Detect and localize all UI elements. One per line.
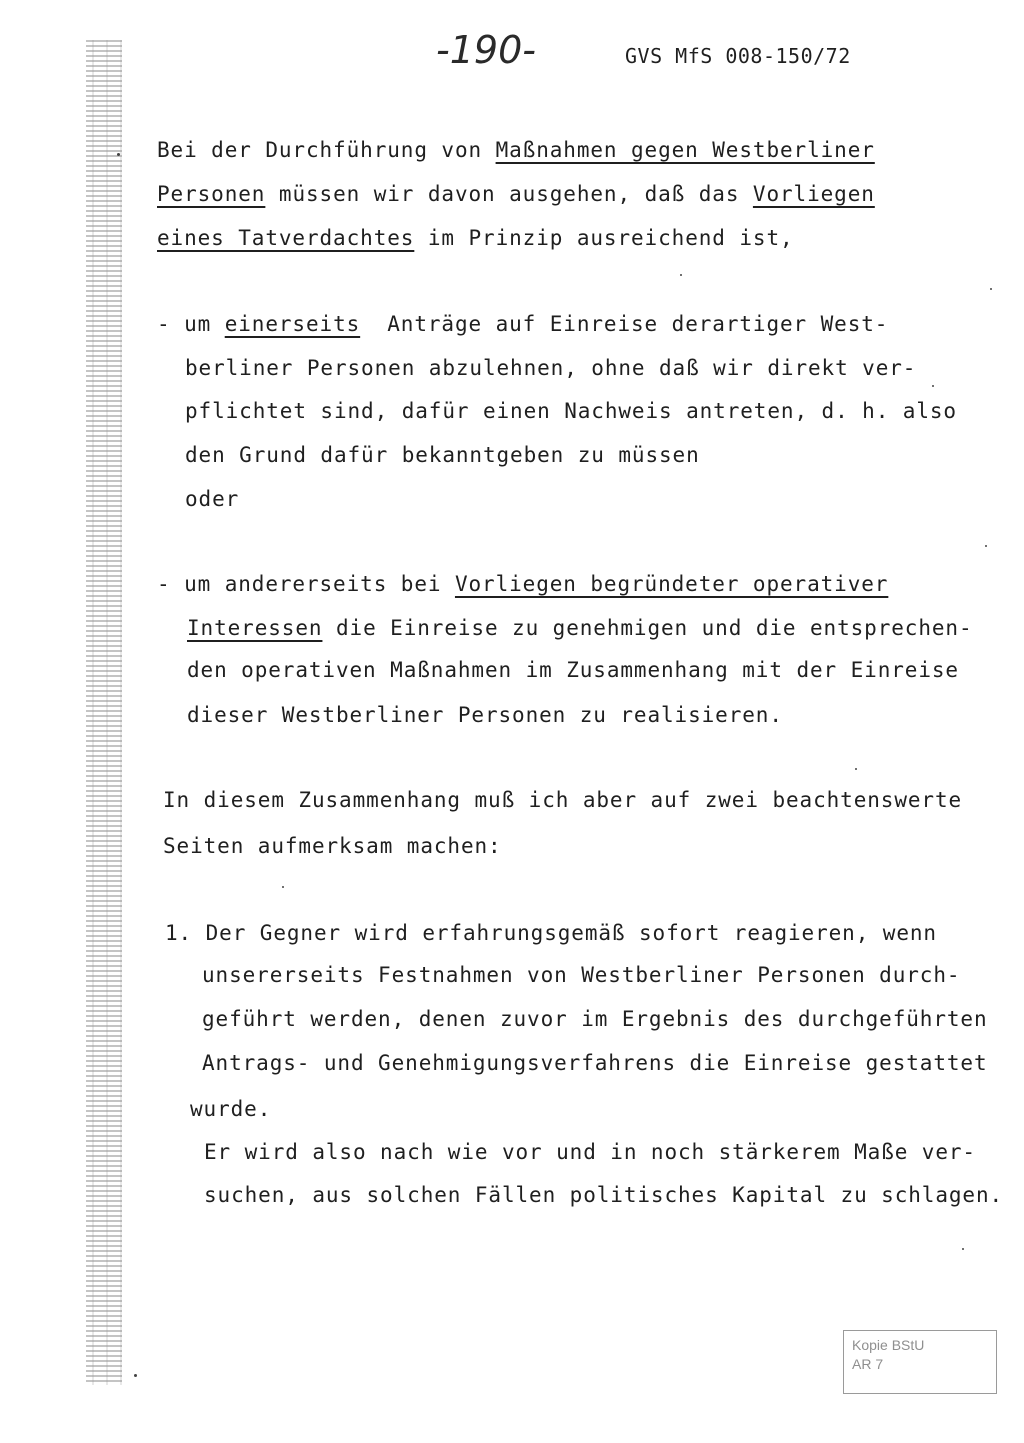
archive-stamp xyxy=(843,1330,997,1394)
paragraph-2-line-1: In diesem Zusammenhang muß ich aber auf zwei beachtenswerte xyxy=(163,788,963,812)
text-run: im Prinzip ausreichend ist, xyxy=(414,226,794,250)
underlined-text: Vorliegen xyxy=(752,182,875,206)
paragraph-2-line-2: Seiten aufmerksam machen: xyxy=(163,834,502,858)
scan-speck xyxy=(932,385,934,387)
bullet-2-line-4: dieser Westberliner Personen zu realisieren. xyxy=(187,703,783,727)
numbered-1-line-7: suchen, aus solchen Fällen politisches Kapital zu schlagen. xyxy=(204,1183,1004,1207)
bullet-1-line-3: pflichtet sind, dafür einen Nachweis antreten, d. h. also xyxy=(185,399,957,423)
scan-speck xyxy=(855,768,857,770)
page-number: -190- xyxy=(436,28,536,72)
bullet-1-line-4: den Grund dafür bekanntgeben zu müssen xyxy=(185,443,700,467)
text-run: die Einreise zu genehmigen und die entsprechen- xyxy=(322,616,973,640)
scan-speck xyxy=(282,886,284,888)
stamp-line-1: Kopie BStU xyxy=(852,1337,925,1353)
text-run: Bei der Durchführung von xyxy=(157,138,496,162)
numbered-1-line-3: geführt werden, denen zuvor im Ergebnis des durchgeführten xyxy=(202,1007,988,1031)
stamp-line-2: AR 7 xyxy=(852,1356,884,1372)
bullet-1-line-1 xyxy=(157,311,888,337)
underlined-text: Maßnahmen gegen Westberliner xyxy=(495,138,875,162)
scan-speck xyxy=(134,1374,137,1377)
underlined-text: Personen xyxy=(157,182,266,206)
bullet-2-line-2 xyxy=(187,615,973,641)
bullet-2-line-1 xyxy=(157,571,888,597)
numbered-1-line-1: 1. Der Gegner wird erfahrungsgemäß sofort reagieren, wenn xyxy=(165,921,937,945)
numbered-1-line-6: Er wird also nach wie vor und in noch stärkerem Maße ver- xyxy=(204,1140,976,1164)
text-run: - um andererseits bei xyxy=(157,572,455,596)
paragraph-1-line-2 xyxy=(157,181,875,207)
scan-speck xyxy=(962,1248,964,1250)
underlined-text: einerseits xyxy=(224,312,361,336)
document-reference: GVS MfS 008-150/72 xyxy=(625,44,851,68)
scan-speck xyxy=(990,288,992,290)
bullet-1-line-5: oder xyxy=(185,487,240,511)
text-run: - um xyxy=(157,312,225,336)
text-run: Anträge auf Einreise derartiger West- xyxy=(360,312,889,336)
underlined-text: eines Tatverdachtes xyxy=(157,226,415,250)
text-run: müssen wir davon ausgehen, daß das xyxy=(265,182,753,206)
scan-speck xyxy=(985,545,987,547)
scan-speck xyxy=(117,153,120,156)
bullet-2-line-3: den operativen Maßnahmen im Zusammenhang mit der Einreise xyxy=(187,658,959,682)
binding-edge xyxy=(86,40,122,1385)
numbered-1-line-2: unsererseits Festnahmen von Westberliner Personen durch- xyxy=(202,963,961,987)
numbered-1-line-5: wurde. xyxy=(190,1097,272,1121)
paragraph-1-line-1 xyxy=(157,137,875,163)
scan-speck xyxy=(680,274,682,276)
paragraph-1-line-3 xyxy=(157,225,794,251)
bullet-1-line-2: berliner Personen abzulehnen, ohne daß wir direkt ver- xyxy=(185,356,917,380)
underlined-text: Interessen xyxy=(187,616,323,640)
underlined-text: Vorliegen begründeter operativer xyxy=(454,572,889,596)
numbered-1-line-4: Antrags- und Genehmigungsverfahrens die Einreise gestattet xyxy=(202,1051,988,1075)
